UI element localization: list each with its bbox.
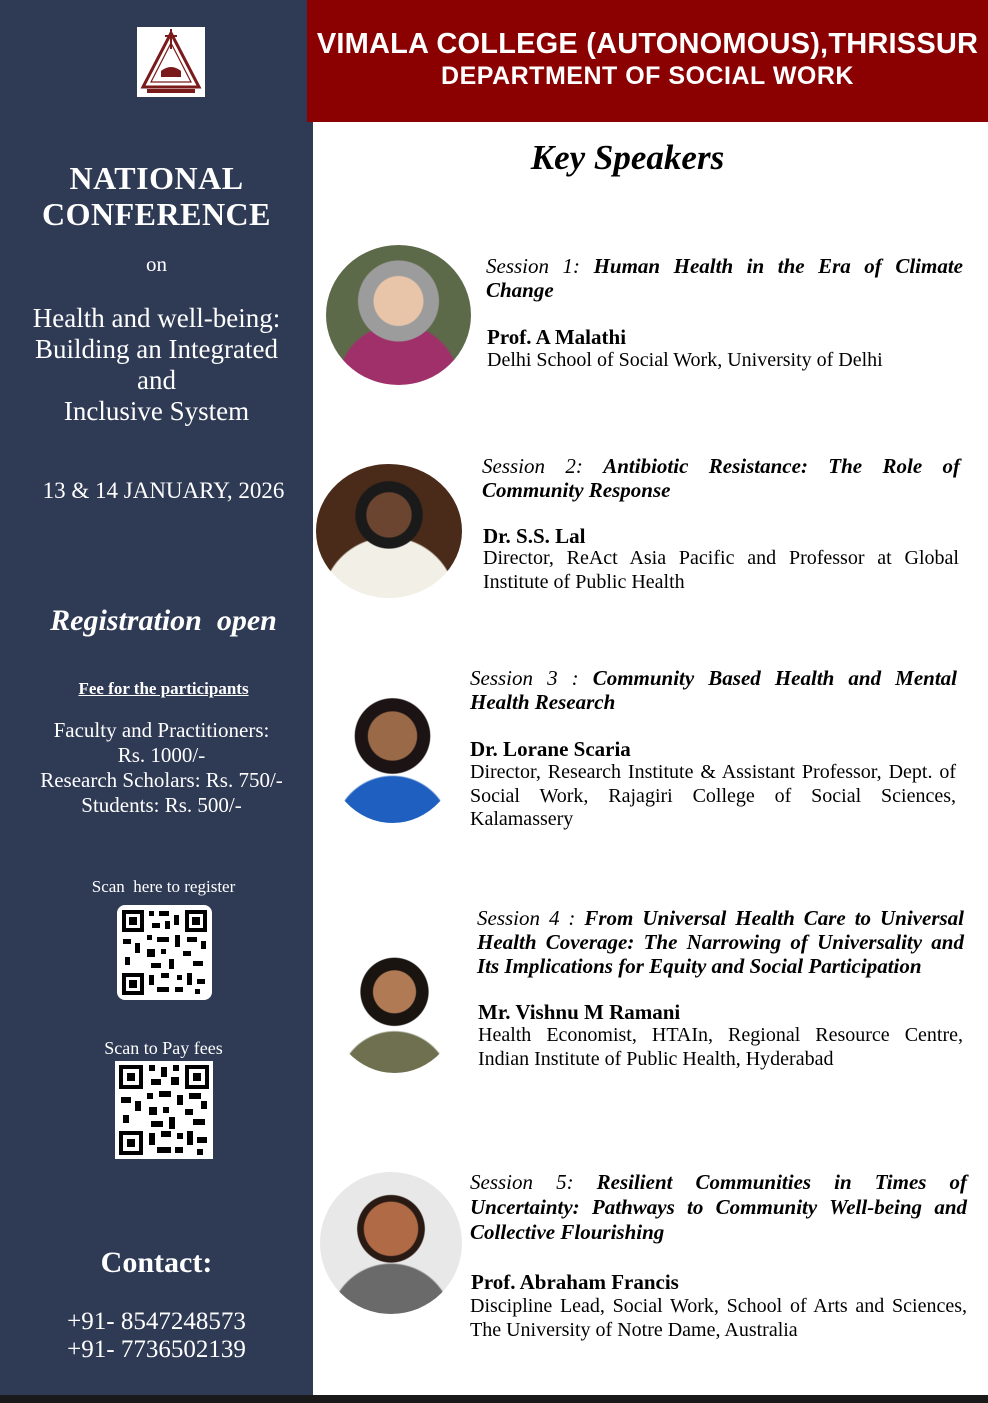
conference-theme (0, 303, 313, 427)
speaker-name: Mr. Vishnu M Ramani (478, 1000, 681, 1024)
speaker-affiliation: Director, Research Institute & Assistant Professor, Dept. of Social Work, Rajagiri College of Social Sciences, Kalamassery (470, 761, 956, 830)
fee-item: Students: Rs. 500/- (81, 793, 242, 817)
session-label: Session 4 : (477, 906, 576, 930)
fee-item: Rs. 1000/- (117, 743, 206, 767)
scan-pay-label: Scan to Pay fees (104, 1038, 223, 1058)
speaker-name: Prof. A Malathi (487, 325, 627, 349)
session-label: Session 1: (486, 254, 581, 278)
session-label: Session 3 : (470, 666, 579, 690)
speaker-photo (328, 928, 461, 1073)
session-title: From Universal Health Care to Universal Health Coverage: The Narrowing of Universality and Its Implications for Equity and Social Participation (477, 906, 965, 978)
college-logo (137, 27, 205, 97)
key-speakers-heading: Key Speakers (530, 138, 725, 177)
fee-heading: Fee for the participants (78, 679, 249, 698)
department-name: DEPARTMENT OF SOCIAL WORK (441, 62, 854, 90)
contact-phones (0, 1308, 313, 1364)
speaker-session (470, 1170, 967, 1245)
fee-list (0, 718, 323, 818)
speaker-photo (316, 464, 462, 598)
speaker-name: Dr. Lorane Scaria (470, 737, 631, 761)
theme-line: Building an Integrated (35, 334, 278, 364)
speaker-affiliation: Discipline Lead, Social Work, School of Arts and Sciences, The University of Notre Dame, Australia (470, 1295, 967, 1341)
speaker-photo (326, 678, 459, 823)
theme-line: Health and well-being: (32, 303, 281, 333)
session-label: Session 2: (482, 454, 583, 478)
speaker-session (470, 666, 957, 714)
session-title: Resilient Communities in Times of Uncertainty: Pathways to Community Well-being and Collective Flourishing (470, 1170, 967, 1244)
conference-title-line2: CONFERENCE (41, 196, 271, 232)
phone-number[interactable]: +91- 8547248573 (67, 1308, 246, 1335)
fee-item: Research Scholars: Rs. 750/- (40, 768, 283, 792)
speaker-name: Prof. Abraham Francis (471, 1270, 679, 1294)
college-header (307, 0, 988, 122)
speaker-name: Dr. S.S. Lal (483, 524, 586, 548)
payment-qr-code[interactable] (115, 1061, 213, 1159)
contact-label: Contact: (100, 1246, 213, 1279)
theme-line: Inclusive System (63, 396, 250, 426)
session-title: Community Based Health and Mental Health Research (470, 666, 957, 714)
speaker-photo (320, 1172, 462, 1314)
phone-number[interactable]: +91- 7736502139 (67, 1336, 246, 1363)
session-title: Antibiotic Resistance: The Role of Community Response (482, 454, 960, 502)
registration-open: Registration open (50, 604, 277, 637)
scan-register-label: Scan here to register (91, 877, 236, 896)
speaker-session (482, 454, 960, 502)
on-text: on (146, 252, 167, 276)
theme-line: and (137, 365, 176, 395)
speaker-affiliation: Director, ReAct Asia Pacific and Professor at Global Institute of Public Health (483, 547, 959, 593)
register-qr-code[interactable] (117, 905, 212, 1000)
speaker-photo (326, 245, 471, 385)
speaker-affiliation: Delhi School of Social Work, University of Delhi (487, 349, 883, 371)
speaker-session (477, 906, 964, 978)
speaker-session (486, 254, 963, 302)
college-name: VIMALA COLLEGE (AUTONOMOUS),THRISSUR (316, 28, 979, 60)
fee-item: Faculty and Practitioners: (53, 718, 270, 742)
session-label: Session 5: (470, 1170, 574, 1194)
conference-date: 13 & 14 JANUARY, 2026 (42, 478, 285, 503)
session-title: Human Health in the Era of Climate Change (486, 254, 964, 302)
sidebar (0, 0, 313, 1395)
conference-title-line1: NATIONAL (69, 160, 244, 196)
speaker-affiliation: Health Economist, HTAIn, Regional Resource Centre, Indian Institute of Public Health, Hyderabad (478, 1024, 963, 1070)
